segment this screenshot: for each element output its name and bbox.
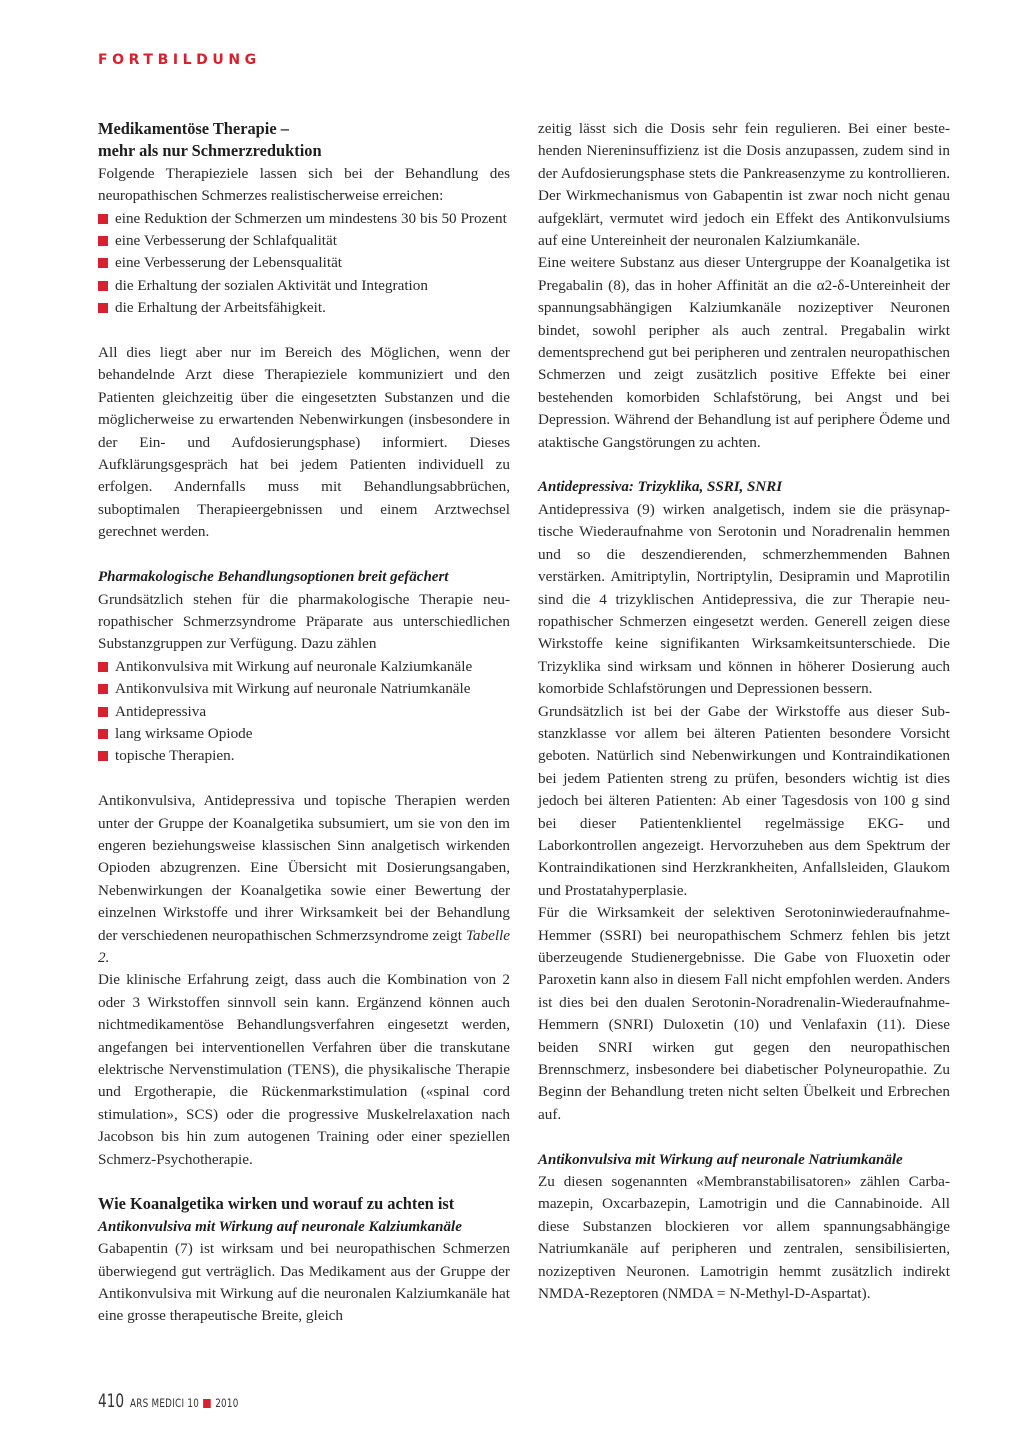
bullet-square-icon xyxy=(98,729,108,739)
section-kicker: FORTBILDUNG xyxy=(98,52,261,68)
bullet-square-icon xyxy=(98,258,108,268)
bullet-square-icon xyxy=(98,303,108,313)
heading-line: mehr als nur Schmerzreduktion xyxy=(98,141,322,161)
goals-list xyxy=(98,208,510,320)
list-item: Antikonvulsiva mit Wirkung auf neuronale Natriumkanäle xyxy=(98,678,510,700)
journal-name: ARS MEDICI 10 xyxy=(130,1396,200,1410)
bullet-square-icon xyxy=(98,751,108,761)
heading-therapy xyxy=(98,118,510,163)
bullet-square-icon xyxy=(98,281,108,291)
body-paragraph: zeitig lässt sich die Dosis sehr fein regulieren. Bei einer bestehenden Niereninsuffizienz ist die Dosis anzupassen, zudem sind in der Aufdosierungsphase stets die Pankreasenzyme zu kontrollieren. Der Wirkmechanismus von Gabapentin ist zwar noch nicht genau aufgeklärt, vermutet wird jedoch ein Effekt des Antikonvulsiums auf eine Untereinheit der neuronalen Kalziumkanäle. xyxy=(538,120,950,250)
right-column xyxy=(538,118,950,1306)
list-item: eine Verbesserung der Schlafqualität xyxy=(98,230,510,252)
list-item: Antikonvulsiva mit Wirkung auf neuronale Kalziumkanäle xyxy=(98,656,510,678)
body-paragraph: All dies liegt aber nur im Bereich des Möglichen, wenn der behandelnde Arzt diese Therapieziele kommuniziert und den Patienten gleichzeitig über die eingesetzten Substanzen und die möglicherweise zu erwartenden Nebenwirkungen (insbesondere in der Ein- und Aufdosierungsphase) informiert. Dieses Aufklärungsgespräch hat bei jedem Patienten individuell zu erfolgen. Andernfalls muss mit Behandlungsabbrüchen, suboptimalen Therapieergebnissen und einem Arztwechsel gerechnet werden. xyxy=(98,344,510,541)
separator-square-icon xyxy=(203,1399,211,1408)
bullet-square-icon xyxy=(98,236,108,246)
list-item: topische Therapien. xyxy=(98,745,510,767)
body-paragraph: Eine weitere Substanz aus dieser Untergruppe der Koanalgetika ist Pregabalin (8), das in hoher Affinität an die α2-δ-Untereinheit der spannungsabhängigen Kalziumkanäle nozizeptiver Neuronen bindet, sowohl peripher als auch zentral. Pregabalin wirkt dementsprechend gut bei peripheren und zentralen neuropathischen Schmerzen und zeigt zusätzlich positive Effekte bei einer bestehenden komorbiden Schlafstörung, bei Angst und bei Depression. Während der Behandlung ist auf periphere Ödeme und ataktische Gangstörungen zu achten. xyxy=(538,254,950,451)
list-item: lang wirksame Opiode xyxy=(98,723,510,745)
body-paragraph: Für die Wirksamkeit der selektiven Serotoninwiederaufnahme-Hemmer (SSRI) bei neuropathischem Schmerz fehlen bis jetzt überzeugende Studienergebnisse. Die Gabe von Fluoxetin oder Paroxetin kann also in diesem Fall nicht empfohlen werden. Anders ist dies bei den dualen Serotonin-Noradrenalin-Wiederaufnahme-Hemmern (SNRI) Duloxetin (10) und Venlafaxin (11). Diese beiden SNRI wirken gut gegen den neuropathischen Brennschmerz, insbesondere bei diabetischer Polyneuropathie. Zu Beginn der Behandlung treten nicht selten Übelkeit und Erbrechen auf. xyxy=(538,904,950,1123)
substance-groups-list xyxy=(98,656,510,768)
bullet-square-icon xyxy=(98,214,108,224)
bullet-square-icon xyxy=(98,684,108,694)
subheading-sodium-channels: Antikonvulsiva mit Wirkung auf neuronale Natriumkanäle xyxy=(538,1151,903,1168)
list-item: die Erhaltung der Arbeitsfähigkeit. xyxy=(98,297,510,319)
heading-line: Medikamentöse Therapie – xyxy=(98,119,289,138)
intro-paragraph: Folgende Therapieziele lassen sich bei der Behandlung des neuropathischen Schmerzes realistischerweise erreichen: xyxy=(98,164,510,205)
bullet-square-icon xyxy=(98,707,108,717)
list-item: die Erhaltung der sozialen Aktivität und Integration xyxy=(98,275,510,297)
body-paragraph: Die klinische Erfahrung zeigt, dass auch die Kombination von 2 oder 3 Wirkstoffen sinnvoll sein kann. Ergänzend können auch nichtmedikamentöse Behandlungsverfahren eingesetzt werden, angefangen bei interventionellen Verfahren über die transkutane elektrische Nervenstimulation (TENS), die physikalische Therapie und Ergotherapie, die Rückenmarkstimulation («spinal cord stimulation», SCS) oder die progressive Muskelrelaxation nach Jacobson bis hin zum autogenen Training oder einer speziellen Schmerz-Psychotherapie. xyxy=(98,971,510,1168)
heading-coanalgesics: Wie Koanalgetika wirken und worauf zu achten ist xyxy=(98,1194,455,1214)
bullet-square-icon xyxy=(98,662,108,672)
subheading-antidepressants: Antidepressiva: Trizyklika, SSRI, SNRI xyxy=(538,479,783,496)
journal-year: 2010 xyxy=(215,1396,239,1410)
page-footer xyxy=(98,1390,258,1412)
table-reference: Tabelle 2. xyxy=(98,926,511,966)
journal-issue xyxy=(130,1396,239,1410)
list-item: eine Reduktion der Schmerzen um mindestens 30 bis 50 Prozent xyxy=(98,208,510,230)
list-item: eine Verbesserung der Lebensqualität xyxy=(98,252,510,274)
page-number: 410 xyxy=(98,1390,125,1412)
body-paragraph: Grundsätzlich ist bei der Gabe der Wirkstoffe aus dieser Substanzklasse vor allem bei älteren Patienten besondere Vorsicht geboten. Natürlich sind Nebenwirkungen und Kontraindikationen bei jedem Patienten streng zu prüfen, besonders wichtig ist dies jedoch bei älteren Patienten: Ab einer Tagesdosis von 100 g sind bei dieser Patientenklientel regelmässige EKG- und Laborkontrollen angezeigt. Hervorzuheben aus dem Spektrum der Kontraindikationen sind Herzkrankheiten, Anfallsleiden, Glaukom und Prostatahyperplasie. xyxy=(538,702,950,899)
body-paragraph: Gabapentin (7) ist wirksam und bei neuropathischen Schmerzen überwiegend gut verträglich. Das Medikament aus der Gruppe der Antikonvulsiva mit Wirkung auf die neuronalen Kalziumkanäle hat eine grosse therapeutische Breite, gleich xyxy=(98,1240,510,1325)
body-paragraph: Grundsätzlich stehen für die pharmakologische Therapie neuropathischer Schmerzsyndrome Präparate aus unterschiedlichen Substanzgruppen zur Verfügung. Dazu zählen xyxy=(98,590,510,653)
body-paragraph: Antikonvulsiva, Antidepressiva und topische Therapien werden unter der Gruppe der Koanalgetika subsumiert, um sie von den im engeren beziehungsweise klassischen Sinn analgetisch wirkenden Opioden abzugrenzen. Eine Übersicht mit Dosierungsangaben, Nebenwirkungen der Koanalgetika sowie einer Bewertung der einzelnen Wirkstoffe und ihrer Wirksamkeit bei der Behandlung der verschiedenen neuropathischen Schmerzsyndrome zeigt Tabelle 2. xyxy=(98,792,511,966)
subheading-calcium-channels: Antikonvulsiva mit Wirkung auf neuronale Kalziumkanäle xyxy=(98,1218,462,1235)
subheading-pharmacological-options: Pharmakologische Behandlungsoptionen breit gefächert xyxy=(98,569,449,586)
body-paragraph: Antidepressiva (9) wirken analgetisch, indem sie die präsynaptische Wiederaufnahme von Serotonin und Noradrenalin hemmen und so die deszendierenden, schmerzhemmenden Bahnen verstärken. Amitriptylin, Nortriptylin, Desipramin und Maprotilin sind die 4 trizyklischen Antidepressiva, die zur Therapie neuropathischer Schmerzen eingesetzt werden. Generell zeigen diese Wirkstoffe keine signifikanten Wirksamkeitsunterschiede. Die Trizyklika sind wirksam und können in höherer Dosierung auch komorbide Schlafstörungen und Depressionen bessern. xyxy=(538,500,950,698)
list-item: Antidepressiva xyxy=(98,701,510,723)
body-paragraph: Zu diesen sogenannten «Membranstabilisatoren» zählen Carbamazepin, Oxcarbazepin, Lamotrigin und die Cannabinoide. All diese Substanzen blockieren vor allem spannungsabhängige Natriumkanäle auf peripheren und zentralen, sensibilisierten, nozizeptiven Neuronen. Lamotrigin hemmt zusätzlich indirekt NMDA-Rezeptoren (NMDA = N-Methyl-D-Aspartat). xyxy=(538,1173,950,1303)
left-column xyxy=(98,118,510,1328)
